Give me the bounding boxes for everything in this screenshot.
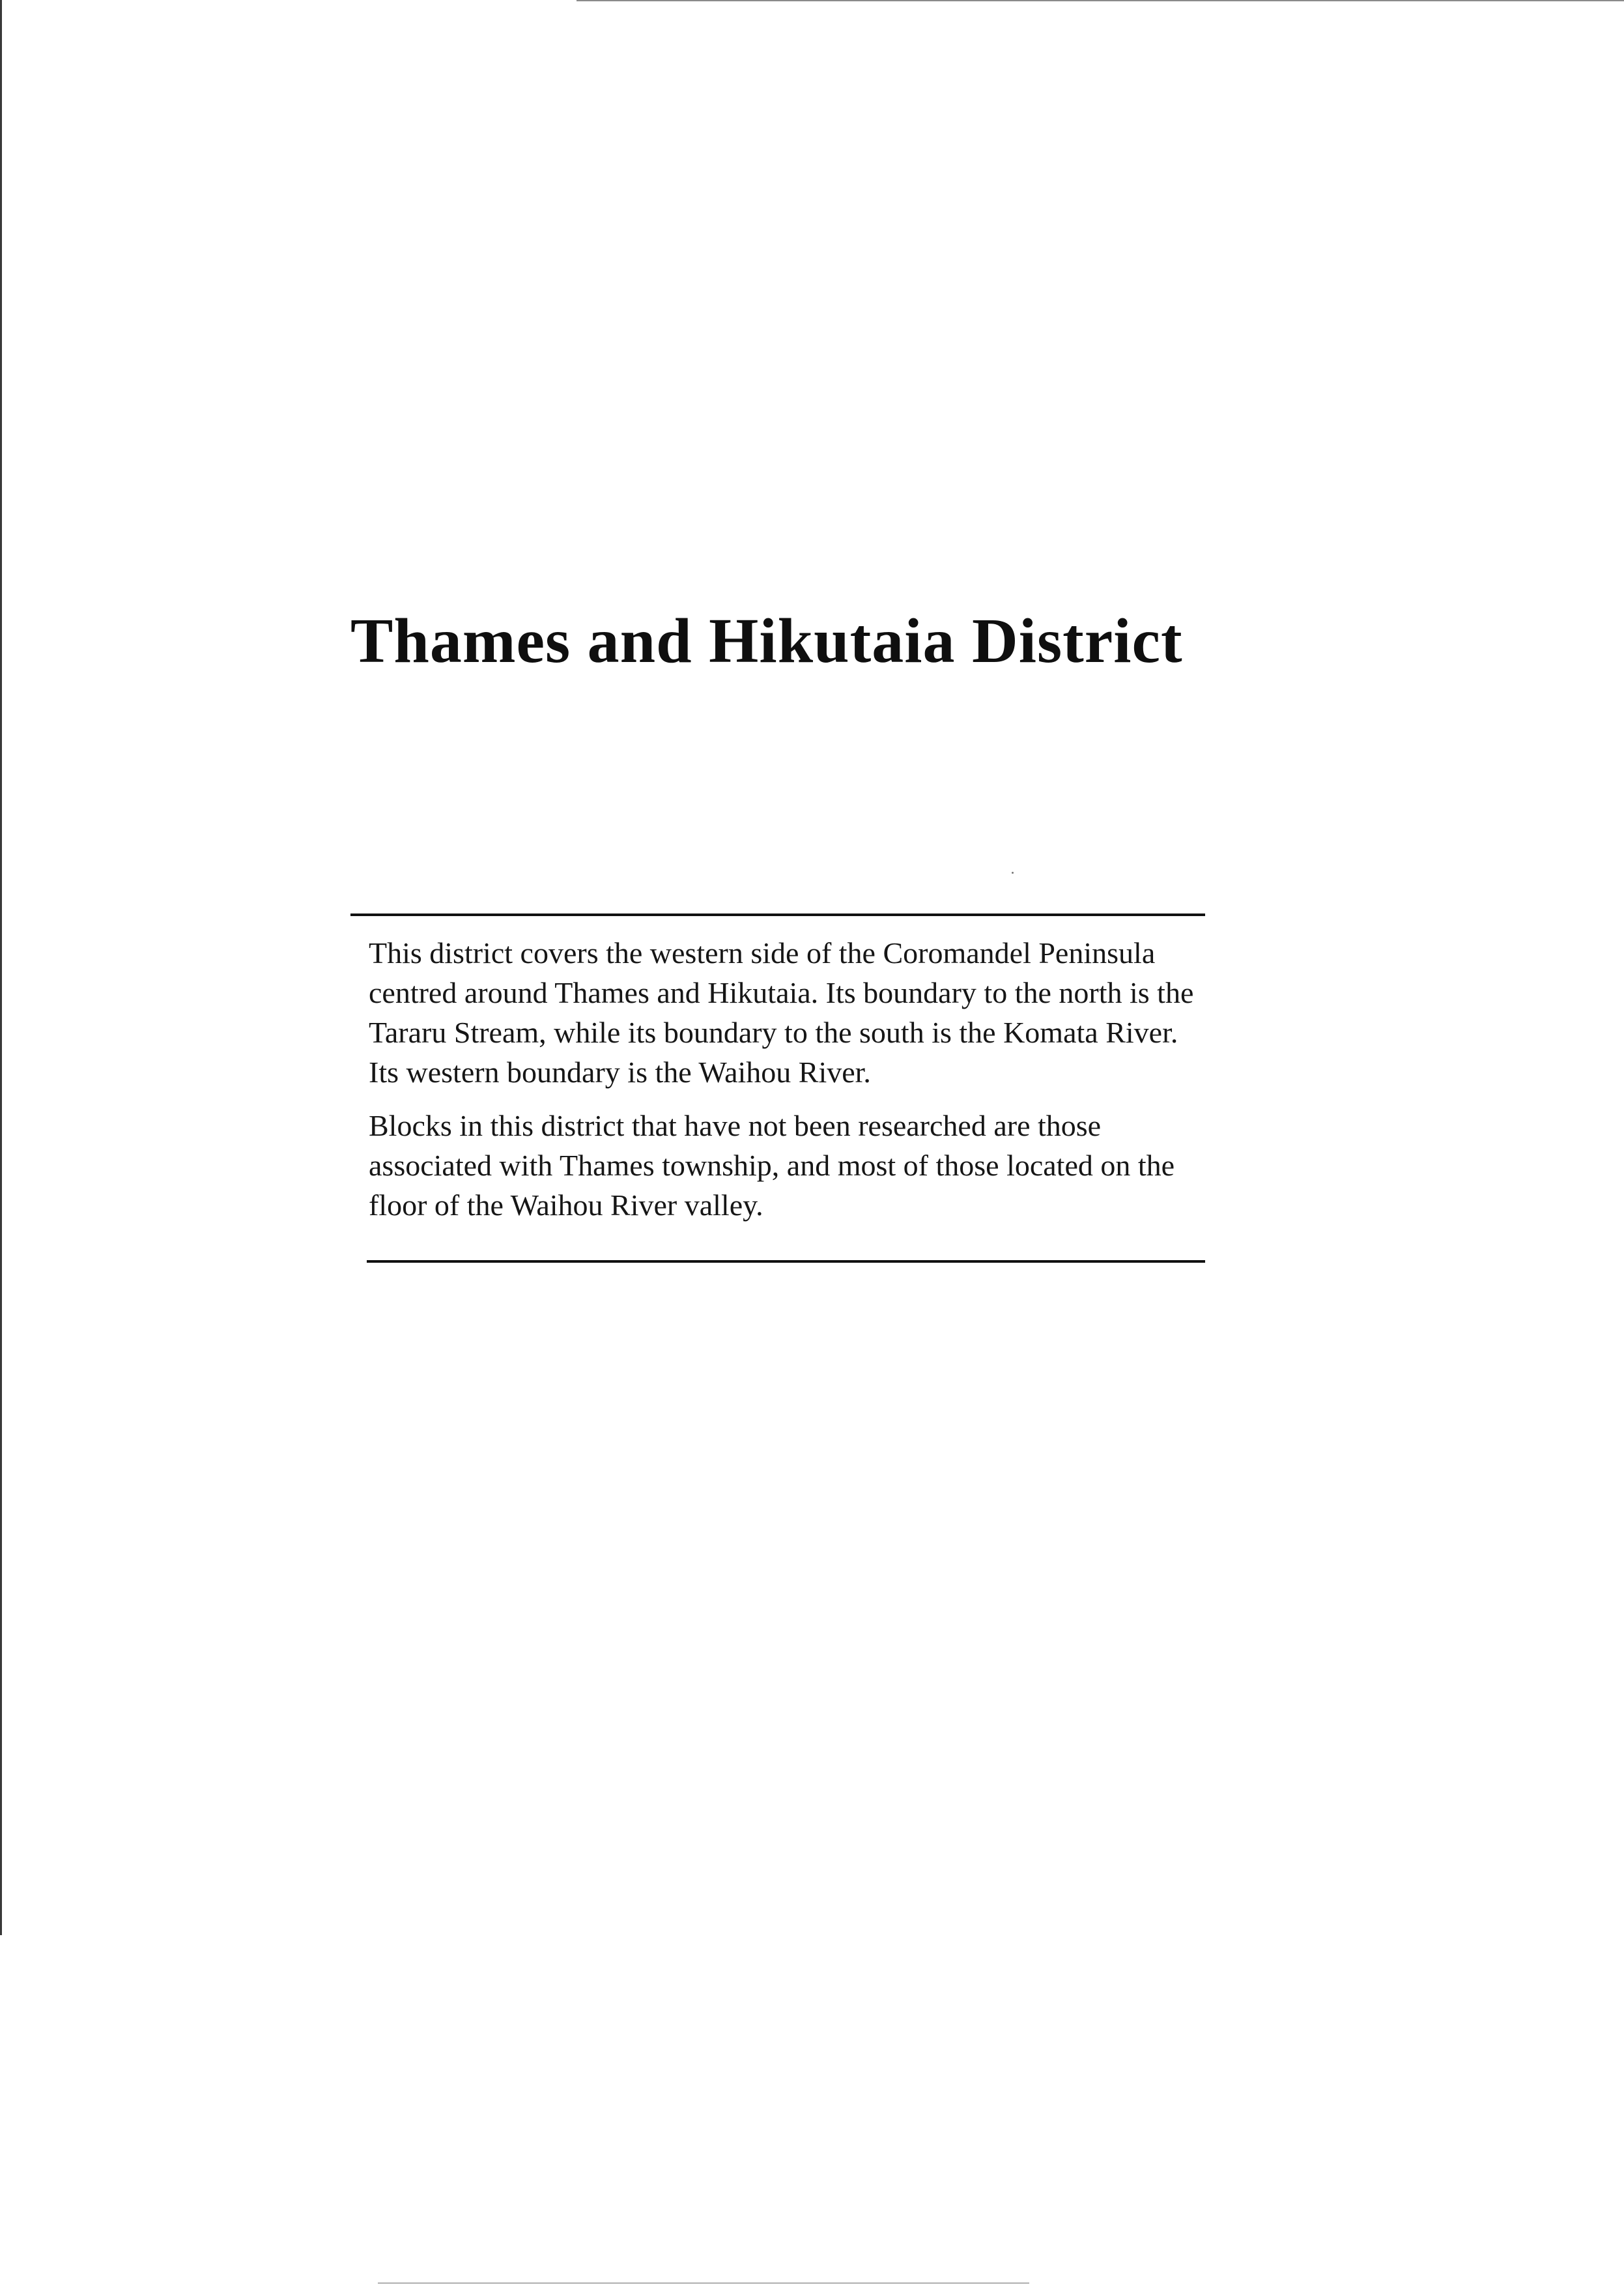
intro-paragraph-boundaries: This district covers the western side of the Coromandel Peninsula centred around Thames and Hikutaia. Its boundary to the north is the Tararu Stream, while its boundary to the south is the Komata River. Its western boundary is the Waihou River. (369, 936, 1194, 1089)
scan-speck (1012, 872, 1014, 874)
bottom-rule (367, 1260, 1205, 1263)
scan-edge-left (0, 0, 2, 1935)
page-title: Thames and Hikutaia District (350, 606, 1183, 676)
top-rule (350, 913, 1205, 916)
intro-text (369, 933, 1209, 1225)
intro-paragraph-unresearched: Blocks in this district that have not been researched are those associated with Thames township, and most of those located on the floor of the Waihou River valley. (369, 1109, 1175, 1222)
scan-edge-top (577, 0, 1624, 1)
scan-edge-bottom (378, 2282, 1029, 2284)
